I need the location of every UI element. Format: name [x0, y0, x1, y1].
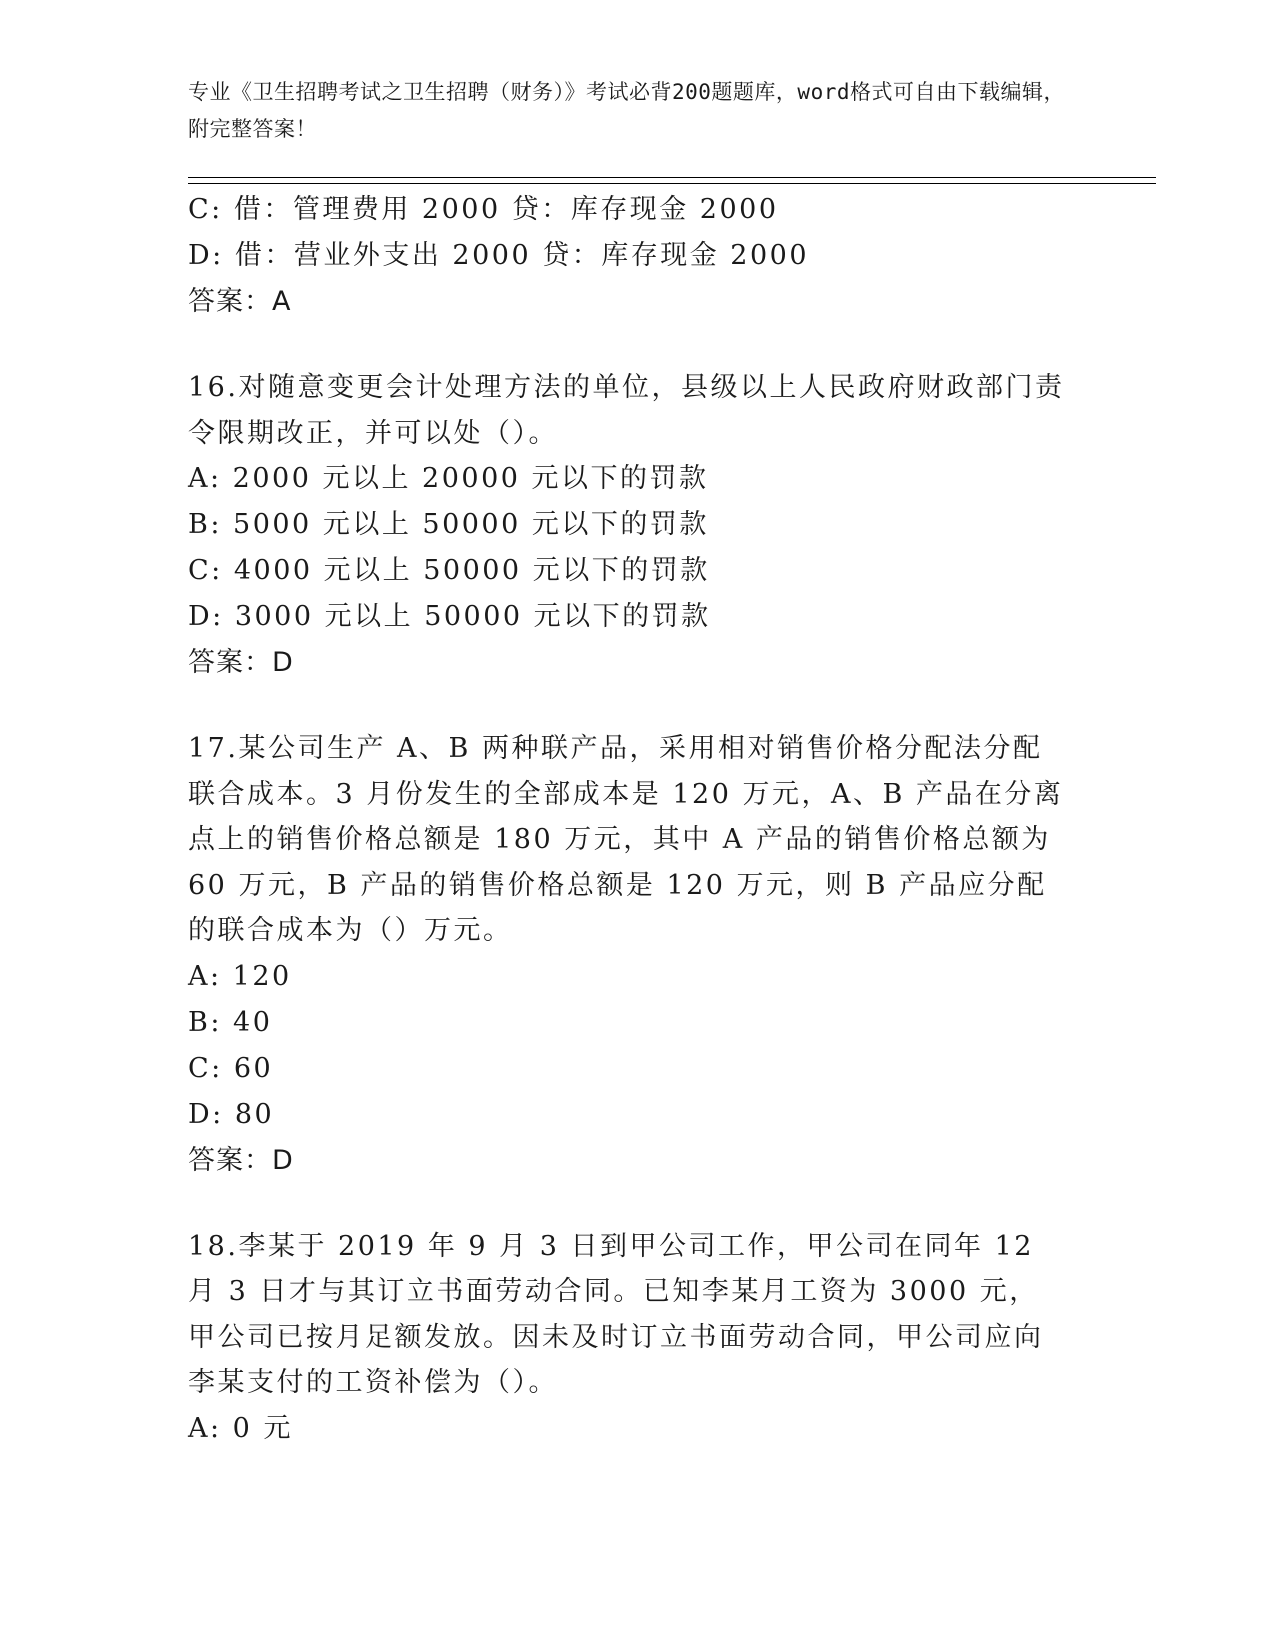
question-text: 17.某公司生产 A、B 两种联产品，采用相对销售价格分配法分配联合成本。3 月份发生的全部成本是 120 万元，A、B 产品在分离点上的销售价格总额是 180 万元，其中 A 产品的销售价格总额为 60 万元，B 产品的销售价格总额是 120 万元，则 B 产品应分配的联合成本为（）万元。	[188, 733, 1064, 946]
option-b: B: 5000 元以上 50000 元以下的罚款	[188, 509, 709, 540]
option-a: A: 2000 元以上 20000 元以下的罚款	[188, 463, 709, 494]
answer-line: 答案：A	[188, 286, 292, 317]
option-c: C: 4000 元以上 50000 元以下的罚款	[188, 555, 710, 586]
option-d: D: 80	[188, 1098, 275, 1130]
option-b: B: 40	[188, 1006, 273, 1038]
option-c: C: 借：管理费用 2000 贷：库存现金 2000	[188, 194, 779, 225]
answer-line: 答案：D	[188, 1144, 294, 1176]
document-body	[188, 187, 1068, 1452]
option-d: D: 3000 元以上 50000 元以下的罚款	[188, 601, 711, 632]
question-16	[188, 365, 1068, 686]
option-c: C: 60	[188, 1052, 274, 1084]
previous-question-tail	[188, 187, 1068, 325]
header-divider-top	[188, 177, 1156, 178]
option-a: A: 0 元	[188, 1412, 293, 1444]
header-divider-bottom	[188, 183, 1156, 184]
option-d: D: 借：营业外支出 2000 贷：库存现金 2000	[188, 240, 809, 271]
option-a: A: 120	[188, 960, 292, 992]
question-17	[188, 726, 1068, 1184]
question-18	[188, 1224, 1068, 1452]
question-text: 16.对随意变更会计处理方法的单位，县级以上人民政府财政部门责令限期改正，并可以处（）。	[188, 372, 1065, 449]
document-header: 专业《卫生招聘考试之卫生招聘（财务）》考试必背200题题库，word格式可自由下载编辑，附完整答案！	[188, 80, 1065, 141]
answer-line: 答案：D	[188, 647, 294, 678]
question-text: 18.李某于 2019 年 9 月 3 日到甲公司工作，甲公司在同年 12 月 3 日才与其订立书面劳动合同。已知李某月工资为 3000 元，甲公司已按月足额发放。因未及时订立书面劳动合同，甲公司应向李某支付的工资补偿为（）。	[188, 1230, 1044, 1398]
